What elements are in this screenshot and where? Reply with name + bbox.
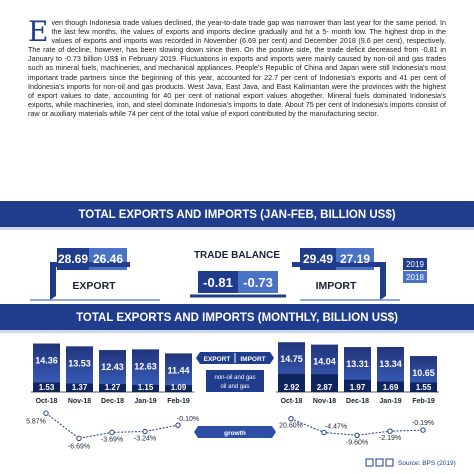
import-monthly-bars <box>276 342 439 405</box>
export-growth-label: -3.69% <box>100 436 124 444</box>
legend-import: IMPORT <box>240 356 266 363</box>
import-oil-label: 1.55 <box>415 383 432 392</box>
export-total-label: 14.36 <box>35 355 58 366</box>
import-2019-value: 29.49 <box>302 252 334 266</box>
footer-icons <box>366 459 393 466</box>
import-month-label: Dec-18 <box>346 398 369 405</box>
export-month-label: Feb-19 <box>167 398 190 405</box>
export-growth-line <box>26 411 199 450</box>
import-total-label: 10.65 <box>412 368 435 379</box>
import-growth-label: -0.19% <box>411 420 435 428</box>
legend-non-oil-gas: non-oil and gas <box>214 375 256 381</box>
import-growth-label: -4.47% <box>324 423 348 431</box>
summary-title: TOTAL EXPORTS AND IMPORTS (JAN-FEB, BILLION US$) <box>78 209 396 221</box>
legend-2018: 2018 <box>406 273 424 282</box>
monthly-legend <box>194 352 276 438</box>
legend-oil-gas: oil and gas <box>220 384 250 390</box>
trade-balance-2019: -0.81 <box>203 275 233 290</box>
drop-cap: E <box>28 15 49 48</box>
import-month-label: Oct-18 <box>280 398 303 405</box>
import-growth-point <box>322 430 326 434</box>
export-oil-label: 1.15 <box>137 383 154 392</box>
export-growth-label: -0.10% <box>176 416 200 424</box>
export-2018-value: 26.46 <box>92 252 124 266</box>
export-oil-label: 1.53 <box>38 383 55 392</box>
import-growth-point <box>388 429 392 433</box>
export-growth-point <box>110 430 114 434</box>
import-growth-label: -2.19% <box>378 435 402 443</box>
import-growth-point <box>421 428 425 432</box>
trade-balance-2018: -0.73 <box>243 275 273 290</box>
export-growth-point <box>77 436 81 440</box>
export-total-label: 13.53 <box>68 358 91 369</box>
export-month-label: Dec-18 <box>101 398 124 405</box>
export-month-label: Oct-18 <box>35 398 58 405</box>
import-growth-point <box>289 416 293 420</box>
export-total-label: 11.44 <box>167 365 190 376</box>
legend-2019: 2019 <box>406 260 424 269</box>
import-oil-label: 1.97 <box>349 383 366 392</box>
export-growth-label: -6.69% <box>67 443 91 451</box>
export-oil-label: 1.27 <box>104 383 121 392</box>
import-total-label: 14.04 <box>313 356 336 367</box>
legend-growth: growth <box>224 430 246 437</box>
import-oil-label: 2.92 <box>283 383 300 392</box>
export-oil-label: 1.37 <box>71 383 88 392</box>
import-growth-label: -9.60% <box>345 439 369 447</box>
export-total-label: 12.43 <box>101 362 124 373</box>
import-label: IMPORT <box>315 280 357 292</box>
import-growth-line <box>279 416 434 446</box>
import-growth-point <box>355 433 359 437</box>
import-2018-value: 27.19 <box>339 252 371 266</box>
export-growth-label: 5.87% <box>26 418 46 426</box>
intro-text: ven though Indonesia trade values declined, the year-to-date trade gap was narrower than last year for the same period. In the last few months, the values of exports and imports decline gradually and hit a 5- month low. The highest drop in the values of exports and imports was recorded in November (6.69 per cent) and December 2018 (9.6 per cent), respectively. The rate of decline, however, has been slowing down since then. On the positive side, the trade deficit decreased from -0.81 in January to -0.73 billion US$ in February 2019. Fluctuations in exports and imports were mainly caused by non-oil and gas trades such as mineral fuels, machineries, and mechanical appliances. People's Republic of China and Japan were still Indonesia's most important trade partners since the beginning of this year, accounted for 22.7 per cent of Indonesia's exports and 41 per cent of Indonesia's imports for non-oil and gas products. West Java, East Java, and East Kalimantan were the provinces with the highest of export values to date, accounting for 40 per cent of national export values altogether. Mineral fuels dominated Indonesia's exports, while machineries, iron, and steel dominate Indonesia's imports to date. About 75 per cent of Indonesia's imports consist of raw or auxiliary materials while 74 per cent of the total value of export contributed by the manufacturing sector. <box>28 18 446 118</box>
export-growth-label: -3.24% <box>133 435 157 443</box>
trade-balance-label: TRADE BALANCE <box>193 250 281 261</box>
import-month-label: Jan-19 <box>379 398 402 405</box>
export-monthly-bars <box>31 344 194 405</box>
import-oil-label: 1.69 <box>382 383 399 392</box>
import-total-label: 14.75 <box>280 354 303 365</box>
monthly-title: TOTAL EXPORTS AND IMPORTS (MONTHLY, BILLION US$) <box>76 312 398 324</box>
export-label: EXPORT <box>72 280 116 292</box>
import-month-label: Feb-19 <box>412 398 435 405</box>
export-growth-point <box>143 429 147 433</box>
source-text: Source: BPS (2019) <box>398 460 456 467</box>
import-oil-label: 2.87 <box>316 383 333 392</box>
export-growth-point <box>44 411 48 415</box>
import-growth-label: 20.60% <box>279 422 303 430</box>
export-total-label: 12.63 <box>134 361 157 372</box>
import-total-label: 13.31 <box>346 359 369 370</box>
legend-export: EXPORT <box>203 356 231 363</box>
export-growth-point <box>176 423 180 427</box>
import-month-label: Nov-18 <box>312 398 337 405</box>
export-month-label: Jan-19 <box>134 398 157 405</box>
export-oil-label: 1.09 <box>170 383 187 392</box>
export-2019-value: 28.69 <box>57 252 89 266</box>
export-month-label: Nov-18 <box>67 398 92 405</box>
import-total-label: 13.34 <box>379 358 402 369</box>
